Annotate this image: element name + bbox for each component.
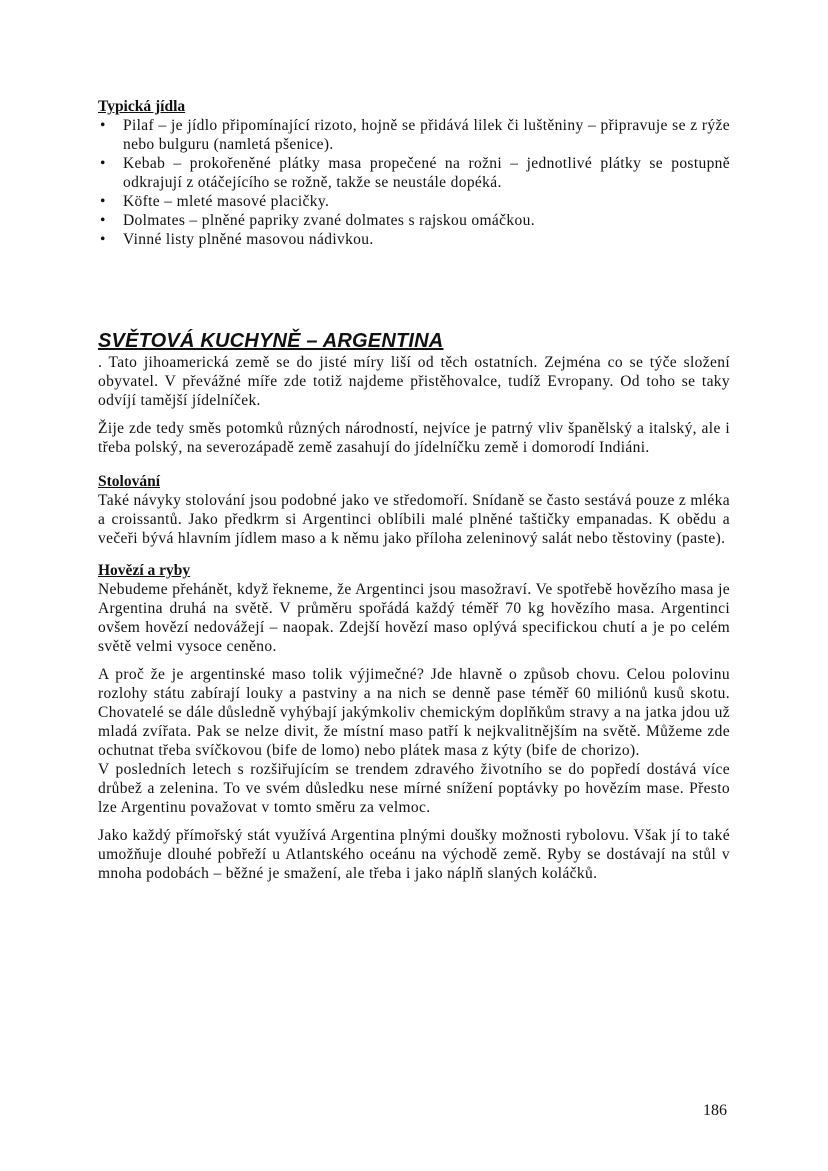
list-item-text: Pilaf – je jídlo připomínající rizoto, hojně se přidává lilek či luštěniny – připravuje se z rýže nebo bulguru (namletá pšenice).	[123, 117, 730, 153]
bullet-icon: •	[100, 231, 106, 248]
bullet-icon: •	[100, 117, 106, 134]
chapter-title: SVĚTOVÁ KUCHYNĚ – ARGENTINA	[98, 330, 444, 352]
list-item	[98, 116, 730, 154]
section-heading-dining: Stolování	[98, 473, 161, 490]
beef-paragraph: Nebudeme přehánět, když řekneme, že Argentinci jsou masožraví. Ve spotřebě hovězího masa je Argentina druhá na světě. V průměru spořádá každý téměř 70 kg hovězího masa. Argentinci ovšem hovězí nedovážejí – naopak. Zdejší hovězí maso oplývá specifickou chutí a je po celém světě velmi vysoce ceněno.	[98, 581, 730, 655]
list-item-text: Köfte – mleté masové placičky.	[123, 193, 330, 210]
bullet-icon: •	[100, 193, 106, 210]
intro-paragraph: . Tato jihoamerická země se do jisté míry liší od těch ostatních. Zejména co se týče složení obyvatel. V převážné míře zde totiž najdeme přistěhovalce, tudíž Evropany. Od toho se taky odvíjí tamější jídelníček.	[98, 354, 730, 409]
list-item	[98, 192, 730, 211]
list-item	[98, 230, 730, 249]
section-heading-typical-dishes: Typická jídla	[98, 98, 186, 115]
section-heading-beef-fish: Hovězí a ryby	[98, 562, 191, 579]
list-item	[98, 154, 730, 192]
fish-paragraph: Jako každý přímořský stát využívá Argentina plnými doušky možnosti rybolovu. Však jí to také umožňuje dlouhé pobřeží u Atlantského oceánu na východě země. Ryby se dostávají na stůl v mnoha podobách – běžné je smažení, ale třeba i jako náplň slaných koláčků.	[98, 827, 730, 882]
dining-paragraph: Také návyky stolování jsou podobné jako ve středomoří. Snídaně se často sestává pouze z mléka a croissantů. Jako předkrm si Argentinci oblíbili malé plněné taštičky empanadas. K obědu a večeři bývá hlavním jídlem maso a k němu jako příloha zeleninový salát nebo těstoviny (paste).	[98, 492, 730, 547]
page-number: 186	[703, 1102, 727, 1119]
bullet-icon: •	[100, 155, 106, 172]
dish-list	[98, 116, 730, 249]
beef-paragraph: A proč že je argentinské maso tolik výjimečné? Jde hlavně o způsob chovu. Celou polovinu rozlohy státu zabírají louky a pastviny a na nich se denně pase téměř 60 miliónů kusů skotu. Chovatelé se dále důsledně vyhýbají jakýmkoliv chemickým doplňkům stravy a na jatka jdou už mladá zvířata. Pak se nelze divit, že místní maso patří k nejkvalitnějším na světě. Můžeme zde ochutnat třeba svíčkovou (bife de lomo) nebo plátek masa z kýty (bife de chorizo).	[98, 666, 730, 759]
list-item-text: Vinné listy plněné masovou nádivkou.	[123, 231, 374, 248]
bullet-icon: •	[100, 212, 106, 229]
list-item-text: Kebab – prokořeněné plátky masa propečené na rožni – jednotlivé plátky se postupně odkrajují z otáčejícího se rožně, takže se neustále dopéká.	[123, 155, 730, 191]
document-page	[98, 98, 730, 883]
beef-paragraph: V posledních letech s rozšiřujícím se trendem zdravého životního se do popředí dostává více drůbež a zelenina. To ve svém důsledku nese mírné snížení poptávky po hovězím mase. Přesto lze Argentinu považovat v tomto směru za velmoc.	[98, 761, 730, 816]
list-item-text: Dolmates – plněné papriky zvané dolmates s rajskou omáčkou.	[123, 212, 535, 229]
intro-paragraph: Žije zde tedy směs potomků různých národností, nejvíce je patrný vliv španělský a italský, ale i třeba polský, na severozápadě země zasahují do jídelníčku země i domorodí Indiáni.	[98, 420, 730, 456]
list-item	[98, 211, 730, 230]
